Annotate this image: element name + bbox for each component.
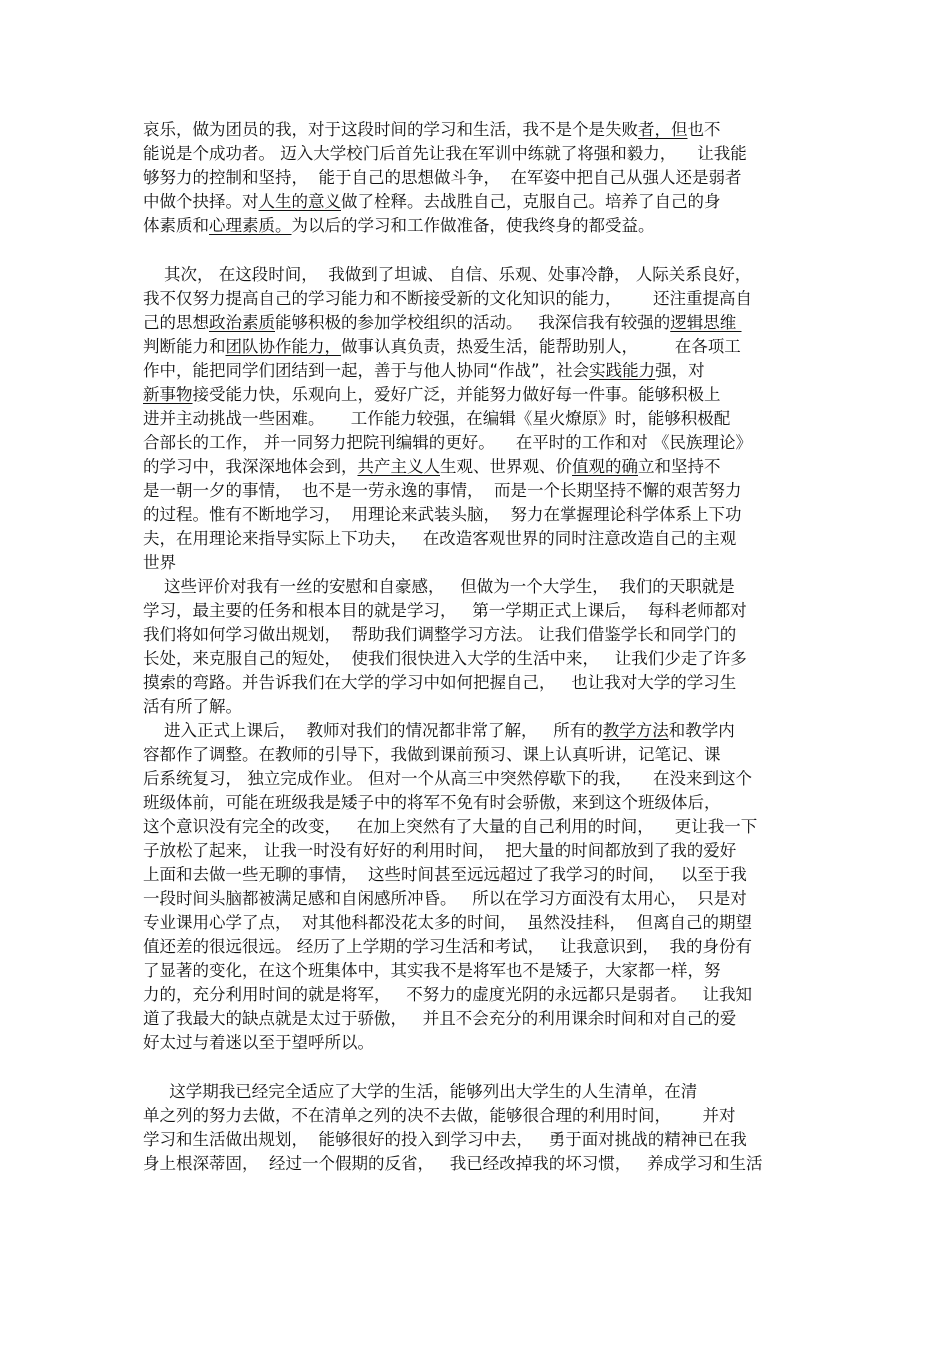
text-line [143,863,823,887]
text-line [143,1080,823,1104]
text-segment: 进入正式上课后， 教师对我们的情况都非常了解， 所有的 [143,721,603,740]
text-segment: 能够积极的参加学校组织的活动。 我深信我有较强的 [275,313,671,332]
underlined-term: 教学方法 [602,721,669,740]
text-line [143,287,823,311]
text-segment: 夫，在用理论来指导实际上下功夫， 在改造客观世界的同时注意改造自己的主观 [143,529,737,548]
text-line [143,911,823,935]
text-segment: 长处，来克服自己的短处， 使我们很快进入大学的生活中来， 让我们少走了许多 [143,649,747,668]
text-segment: 接受能力快，乐观向上，爱好广泛，并能努力做好每一件事。能够积极上 [192,385,721,404]
text-line [143,959,823,983]
text-line [143,647,823,671]
text-line [143,527,823,551]
text-segment: 道了我最大的缺点就是太过于骄傲， 并且不会充分的利用课余时间和对自己的爱 [143,1009,737,1028]
text-line [143,1031,823,1055]
text-line [143,383,823,407]
text-line [143,311,823,335]
text-line [143,1007,823,1031]
text-line [143,767,823,791]
text-segment: 判断能力和 [143,337,226,356]
underlined-term: 者，但 [638,120,688,139]
text-segment: 够努力的控制和坚持， 能于自己的思想做斗争， 在军姿中把自己从强人还是弱者 [143,168,742,187]
text-segment: 其次， 在这段时间， 我做到了坦诚、 自信、乐观、处事冷静， 人际关系良好， [143,265,752,284]
text-line [143,407,823,431]
text-segment: 的过程。惟有不断地学习， 用理论来武装头脑， 努力在掌握理论科学体系上下功 [143,505,742,524]
text-segment: 为以后的学习和工作做准备，使我终身的都受益。 [291,216,655,235]
text-line [143,839,823,863]
text-line [143,503,823,527]
text-segment: 和教学内 [668,721,735,740]
text-segment: 世界 [143,553,176,572]
text-line [143,815,823,839]
text-segment: 这学期我已经完全适应了大学的生活，能够列出大学生的人生清单，在清 [143,1082,698,1101]
text-line [143,575,823,599]
text-line [143,479,823,503]
text-segment: 生观、世界观、价 [440,457,572,476]
text-line [143,695,823,719]
text-line [143,1152,823,1176]
underlined-term: 政治素质 [209,313,275,332]
text-line [143,887,823,911]
text-segment: 摸索的弯路。并告诉我们在大学的学习中如何把握自己， 也让我对大学的学习生 [143,673,737,692]
text-segment: 子放松了起来， 让我一时没有好好的利用时间， 把大量的时间都放到了我的爱好 [143,841,737,860]
text-segment: 我们将如何学习做出规划， 帮助我们调整学习方法。 让我们借鉴学长和同学门的 [143,625,737,644]
text-segment: 这个意识没有完全的改变， 在加上突然有了大量的自己利用的时间， 更让我一下 [143,817,758,836]
text-segment: 容都作了调整。在教师的引导下，我做到课前预习、课上认真听讲，记笔记、课 [143,745,721,764]
text-line [143,983,823,1007]
text-line [143,1128,823,1152]
text-segment: 强，对 [655,361,705,380]
text-line [143,551,823,575]
text-segment: 学习和生活做出规划， 能够很好的投入到学习中去， 勇于面对挑战的精神已在我 [143,1130,747,1149]
underlined-term: 实践能力 [589,361,656,380]
text-segment: 合部长的工作， 并一同努力把院刊编辑的更好。 在平时的工作和对 《民族理论》 [143,433,752,452]
text-segment: 学习，最主要的任务和根本目的就是学习， 第一学期正式上课后， 每科老师都对 [143,601,747,620]
underlined-term: 值观的确 [572,457,638,476]
underlined-term: 共产主义人 [357,457,440,476]
text-line [143,142,823,166]
text-line [143,719,823,743]
text-segment: 哀乐，做为团员的我，对于这段时间的学习和生活，我不是个是失败 [143,120,638,139]
text-segment: 这些评价对我有一丝的安慰和自豪感， 但做为一个大学生， 我们的天职就是 [143,577,735,596]
underlined-term: 心理素质。 [209,216,292,235]
text-line [143,791,823,815]
text-segment: 己的思想 [143,313,209,332]
text-line [143,263,823,287]
text-segment: 值还差的很远很远。 经历了上学期的学习生活和考试， 让我意识到， 我的身份有 [143,937,752,956]
text-segment: 的学习中，我深深地体会到， [143,457,358,476]
text-segment: 身上根深蒂固， 经过一个假期的反省， 我已经改掉我的坏习惯， 养成学习和生活 [143,1154,763,1173]
text-segment: 后系统复习， 独立完成作业。 但对一个从高三中突然停歇下的我， 在没来到这个 [143,769,752,788]
text-line [143,599,823,623]
text-segment: 我不仅努力提高自己的学习能力和不断接受新的文化知识的能力， 还注重提高自 [143,289,752,308]
text-line [143,190,823,214]
underlined-term: 团队协作能力， [225,337,341,356]
text-segment: 作中，能把同学们团结到一起，善于与他人协同“作战”，社会 [143,361,590,380]
text-segment: 做事认真负责，热爱生活，能帮助别人， 在各项工 [341,337,741,356]
text-segment: 做了栓释。去战胜自己，克服自己。培养了自己的身 [341,192,721,211]
text-line [143,118,823,142]
text-segment: 班级体前，可能在班级我是矮子中的将军不免有时会骄傲，来到这个班级体后， [143,793,721,812]
text-line [143,671,823,695]
text-segment: 体素质和 [143,216,209,235]
text-line [143,335,823,359]
underlined-term: 人生的意义 [258,192,341,211]
text-segment: 力的，充分利用时间的就是将军， 不努力的虚度光阴的永远都只是弱者。 让我知 [143,985,752,1004]
text-line [143,431,823,455]
text-segment: 是一朝一夕的事情， 也不是一劳永逸的事情， 而是一个长期坚持不懈的艰苦努力 [143,481,742,500]
underlined-term: 新事物 [143,385,193,404]
text-segment: 了显著的变化，在这个班集体中，其实我不是将军也不是矮子，大家都一样，努 [143,961,721,980]
text-line [143,455,823,479]
text-segment: 也不 [687,120,721,139]
text-line [143,166,823,190]
underlined-term: 逻辑思维 [670,313,742,332]
text-line [143,359,823,383]
text-segment: 专业课用心学了点， 对其他科都没花太多的时间， 虽然没挂科， 但离自己的期望 [143,913,752,932]
text-line [143,935,823,959]
text-segment: 好太过与着迷以至于望呼所以。 [143,1033,374,1052]
text-segment: 活有所了解。 [143,697,242,716]
text-segment: 上面和去做一些无聊的事情， 这些时间甚至远远超过了我学习的时间， 以至于我 [143,865,747,884]
text-segment: 立和坚持不 [638,457,721,476]
text-line [143,1104,823,1128]
text-line [143,743,823,767]
text-segment: 能说是个成功者。 迈入大学校门后首先让我在军训中练就了将强和毅力， 让我能 [143,144,747,163]
text-segment: 中做个抉择。对 [143,192,259,211]
text-line [143,623,823,647]
text-segment: 一段时间头脑都被满足感和自闲感所冲昏。 所以在学习方面没有太用心， 只是对 [143,889,747,908]
text-segment: 进并主动挑战一些困难。 工作能力较强，在编辑《星火燎原》时，能够积极配 [143,409,731,428]
text-line [143,214,823,238]
text-segment: 单之列的努力去做，不在清单之列的决不去做，能够很合理的利用时间， 并对 [143,1106,736,1125]
